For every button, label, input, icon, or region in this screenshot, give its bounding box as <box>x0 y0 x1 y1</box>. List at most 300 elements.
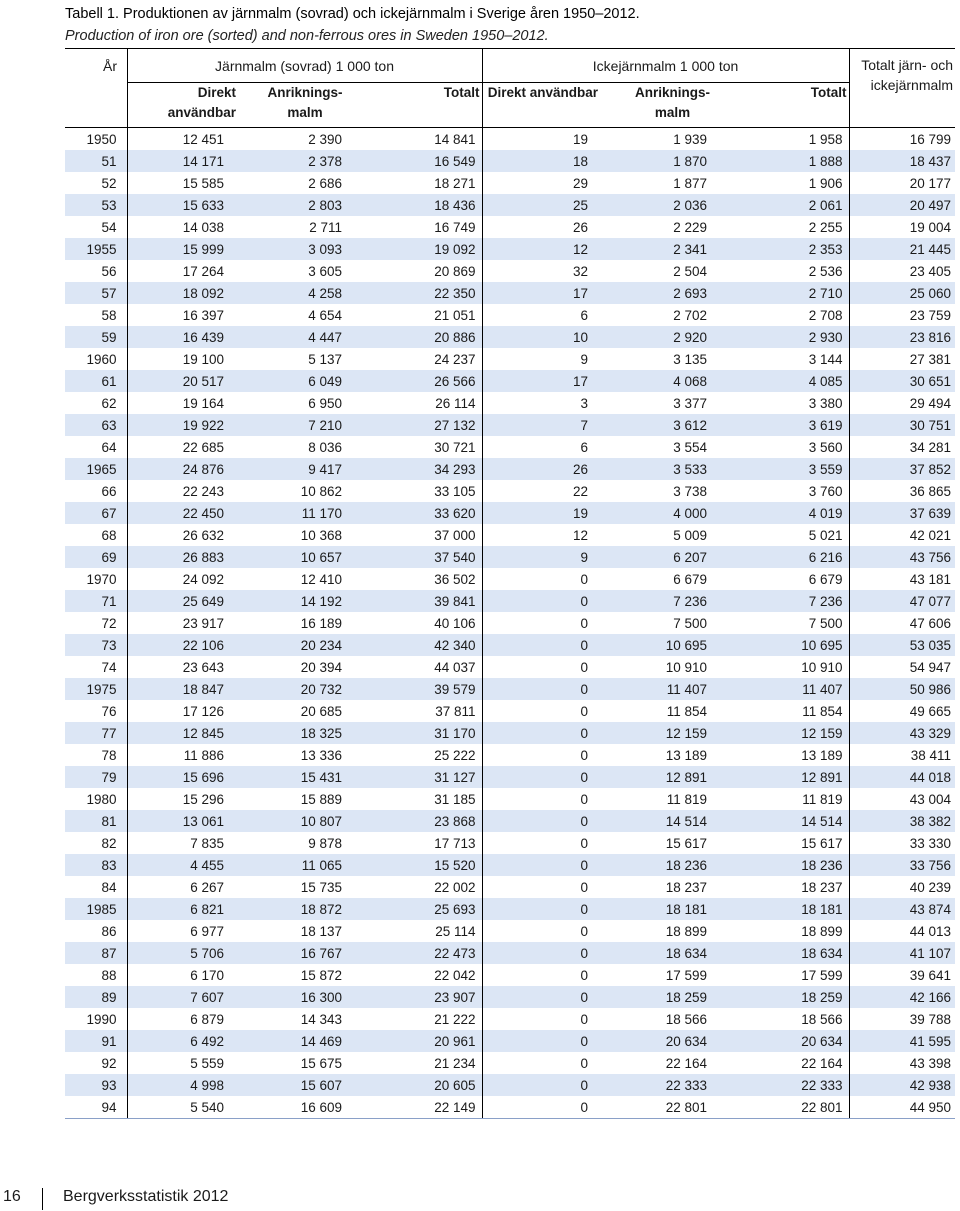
iron-total-header: Totalt <box>443 85 480 100</box>
iron-concentrate-cell: 12 410 <box>300 571 342 587</box>
nonferrous-total-cell: 10 695 <box>729 634 849 656</box>
grand-total-cell: 37 852 <box>849 458 955 480</box>
nonferrous-concentrate-cell: 11 854 <box>666 703 708 719</box>
iron-concentrate-cell: 9 878 <box>308 835 342 851</box>
iron-concentrate-cell: 5 137 <box>308 351 342 367</box>
year-cell: 53 <box>65 194 127 216</box>
nonferrous-direct-cell: 32 <box>482 260 616 282</box>
iron-concentrate-cell: 8 036 <box>308 439 342 455</box>
nonferrous-direct-cell: 19 <box>482 502 616 524</box>
nonferrous-direct-header: Direkt användbar <box>482 83 616 128</box>
nonferrous-concentrate-cell: 2 036 <box>616 194 729 216</box>
year-cell: 81 <box>65 810 127 832</box>
nonferrous-group-header: Ickejärnmalm 1 000 ton <box>482 49 849 83</box>
caption-swedish: Tabell 1. Produktionen av järnmalm (sovrad) och ickejärnmalm i Sverige åren 1950–2012. <box>65 6 640 22</box>
iron-direct-cell: 18 847 <box>127 678 246 700</box>
iron-direct-cell: 26 632 <box>127 524 246 546</box>
iron-concentrate-cell: 2 711 <box>309 219 342 235</box>
nonferrous-direct-cell: 17 <box>482 370 616 392</box>
iron-concentrate-cell: 20 394 <box>300 659 342 675</box>
iron-concentrate-cell: 20 685 <box>300 703 342 719</box>
nonferrous-direct-cell: 0 <box>482 766 616 788</box>
year-cell: 88 <box>101 967 117 983</box>
nonferrous-concentrate-cell: 20 634 <box>616 1030 729 1052</box>
iron-direct-cell: 25 649 <box>127 590 246 612</box>
grand-total-cell: 34 281 <box>849 436 955 458</box>
table-row <box>65 194 955 216</box>
grand-total-cell: 41 107 <box>849 942 955 964</box>
table-row <box>65 656 955 678</box>
iron-total-cell: 34 293 <box>364 458 482 480</box>
year-cell: 59 <box>65 326 127 348</box>
iron-total-cell: 40 106 <box>434 615 476 631</box>
iron-direct-cell: 6 170 <box>127 964 246 986</box>
nonferrous-total-cell: 10 910 <box>801 659 843 675</box>
iron-total-cell: 18 436 <box>364 194 482 216</box>
grand-total-cell: 16 799 <box>849 128 955 151</box>
iron-direct-cell: 4 455 <box>127 854 246 876</box>
iron-concentrate-cell: 6 950 <box>308 395 342 411</box>
nonferrous-concentrate-cell: 17 599 <box>665 967 708 983</box>
nonferrous-concentrate-cell: 12 159 <box>616 722 729 744</box>
iron-direct-cell: 19 164 <box>127 392 246 414</box>
iron-concentrate-cell: 10 807 <box>246 810 364 832</box>
nonferrous-concentrate-cell: 22 333 <box>616 1074 729 1096</box>
page-number: 16 <box>3 1188 21 1205</box>
table-row <box>65 480 955 502</box>
nonferrous-concentrate-cell: 3 612 <box>616 414 729 436</box>
table-body <box>65 128 955 1119</box>
iron-direct-cell: 24 092 <box>127 568 246 590</box>
caption-english: Production of iron ore (sorted) and non-ferrous ores in Sweden 1950–2012. <box>65 28 549 44</box>
grand-total-cell: 43 874 <box>849 898 955 920</box>
grand-total-cell: 27 381 <box>849 348 955 370</box>
iron-total-cell: 33 105 <box>434 483 476 499</box>
nonferrous-concentrate-cell: 13 189 <box>665 747 708 763</box>
nonferrous-total-cell: 4 085 <box>729 370 849 392</box>
nonferrous-concentrate-cell: 3 533 <box>616 458 729 480</box>
nonferrous-direct-cell: 0 <box>482 1008 616 1030</box>
nonferrous-direct-cell: 0 <box>482 876 616 898</box>
grand-total-cell: 44 950 <box>849 1096 955 1119</box>
table-row <box>65 1074 955 1096</box>
nonferrous-total-cell: 6 679 <box>808 571 843 587</box>
table-row <box>65 216 955 238</box>
table-row <box>65 414 955 436</box>
iron-concentrate-cell: 18 872 <box>246 898 364 920</box>
iron-total-cell: 20 869 <box>434 263 476 279</box>
nonferrous-total-cell: 7 500 <box>808 615 843 631</box>
year-cell: 82 <box>101 835 117 851</box>
nonferrous-direct-cell: 0 <box>482 1052 616 1074</box>
year-cell: 63 <box>65 414 127 436</box>
iron-total-cell: 39 841 <box>364 590 482 612</box>
iron-concentrate-cell: 20 234 <box>246 634 364 656</box>
iron-direct-cell: 11 886 <box>127 744 246 766</box>
nonferrous-direct-cell: 0 <box>482 744 616 766</box>
iron-direct-cell: 6 492 <box>127 1030 246 1052</box>
nonferrous-total-cell: 3 559 <box>729 458 849 480</box>
nonferrous-concentrate-cell: 18 566 <box>665 1011 708 1027</box>
year-cell: 93 <box>65 1074 127 1096</box>
iron-total-cell: 22 002 <box>434 879 476 895</box>
iron-concentrate-cell: 15 607 <box>246 1074 364 1096</box>
nonferrous-total-cell: 6 216 <box>729 546 849 568</box>
year-cell: 84 <box>101 879 117 895</box>
table-row <box>65 260 955 282</box>
table-row <box>65 172 955 194</box>
iron-direct-cell: 15 696 <box>127 766 246 788</box>
nonferrous-concentrate-cell: 3 738 <box>673 483 708 499</box>
nonferrous-total-cell: 3 619 <box>729 414 849 436</box>
grand-total-cell: 41 595 <box>849 1030 955 1052</box>
nonferrous-concentrate-header: Anriknings- malm <box>635 85 711 120</box>
year-cell: 87 <box>65 942 127 964</box>
grand-total-cell: 42 166 <box>849 986 955 1008</box>
nonferrous-concentrate-cell: 18 237 <box>665 879 708 895</box>
nonferrous-direct-cell: 6 <box>482 304 616 326</box>
iron-direct-cell: 17 264 <box>127 260 246 282</box>
grand-total-cell: 43 756 <box>849 546 955 568</box>
table-row <box>65 766 955 788</box>
iron-total-cell: 21 234 <box>434 1055 476 1071</box>
iron-direct-cell: 22 450 <box>127 502 246 524</box>
iron-total-cell: 14 841 <box>434 131 476 147</box>
year-cell: 1950 <box>86 131 117 147</box>
year-cell: 57 <box>65 282 127 304</box>
table-row <box>65 150 955 172</box>
nonferrous-concentrate-cell: 10 695 <box>616 634 729 656</box>
nonferrous-total-cell: 18 634 <box>729 942 849 964</box>
table-row <box>65 326 955 348</box>
iron-total-cell: 23 907 <box>364 986 482 1008</box>
grand-total-cell: 18 437 <box>849 150 955 172</box>
nonferrous-total-cell: 11 407 <box>729 678 849 700</box>
nonferrous-concentrate-cell: 14 514 <box>616 810 729 832</box>
nonferrous-total-cell: 15 617 <box>801 835 843 851</box>
grand-total-cell: 43 004 <box>849 788 955 810</box>
table-row <box>65 524 955 546</box>
table-row <box>65 898 955 920</box>
nonferrous-total-cell: 12 891 <box>729 766 849 788</box>
grand-total-cell: 19 004 <box>849 216 955 238</box>
iron-concentrate-cell: 15 431 <box>246 766 364 788</box>
nonferrous-total-cell: 3 380 <box>808 395 843 411</box>
nonferrous-direct-cell: 29 <box>482 172 616 194</box>
nonferrous-concentrate-cell: 6 679 <box>673 571 708 587</box>
iron-concentrate-cell: 16 189 <box>300 615 342 631</box>
nonferrous-direct-cell: 0 <box>482 568 616 590</box>
year-cell: 64 <box>101 439 117 455</box>
grand-total-cell: 23 405 <box>849 260 955 282</box>
iron-direct-cell: 22 243 <box>127 480 246 502</box>
nonferrous-direct-cell: 0 <box>482 788 616 810</box>
iron-concentrate-header: Anriknings- malm <box>267 85 343 120</box>
iron-total-cell: 20 605 <box>364 1074 482 1096</box>
nonferrous-total-cell: 12 159 <box>729 722 849 744</box>
year-cell: 68 <box>101 527 117 543</box>
iron-concentrate-cell: 11 170 <box>246 502 364 524</box>
nonferrous-total-cell: 14 514 <box>729 810 849 832</box>
table-row <box>65 612 955 634</box>
year-cell: 69 <box>65 546 127 568</box>
grand-total-cell: 43 181 <box>849 568 955 590</box>
table-row <box>65 1030 955 1052</box>
nonferrous-direct-cell: 10 <box>482 326 616 348</box>
iron-total-cell: 33 620 <box>364 502 482 524</box>
nonferrous-direct-cell: 25 <box>482 194 616 216</box>
nonferrous-concentrate-cell: 18 634 <box>616 942 729 964</box>
iron-direct-cell: 5 706 <box>127 942 246 964</box>
nonferrous-concentrate-cell: 2 341 <box>616 238 729 260</box>
publication-title: Bergverksstatistik 2012 <box>63 1188 229 1205</box>
iron-concentrate-cell: 6 049 <box>246 370 364 392</box>
iron-direct-cell: 5 559 <box>127 1052 246 1074</box>
iron-total-cell: 36 502 <box>434 571 476 587</box>
nonferrous-concentrate-cell: 11 819 <box>666 791 708 807</box>
nonferrous-direct-cell: 0 <box>482 722 616 744</box>
table-row <box>65 304 955 326</box>
nonferrous-total-cell: 2 061 <box>729 194 849 216</box>
year-cell: 74 <box>101 659 117 675</box>
page-footer <box>0 1188 960 1210</box>
nonferrous-direct-cell: 0 <box>482 1030 616 1052</box>
year-cell: 94 <box>65 1096 127 1119</box>
grand-total-cell: 53 035 <box>849 634 955 656</box>
iron-concentrate-cell: 18 325 <box>246 722 364 744</box>
iron-direct-cell: 18 092 <box>127 282 246 304</box>
year-cell: 77 <box>65 722 127 744</box>
year-cell: 62 <box>101 395 117 411</box>
year-cell: 76 <box>101 703 117 719</box>
iron-direct-cell: 15 633 <box>127 194 246 216</box>
year-cell: 1960 <box>86 351 117 367</box>
table-row <box>65 854 955 876</box>
nonferrous-total-cell: 20 634 <box>729 1030 849 1052</box>
nonferrous-direct-cell: 19 <box>482 128 616 151</box>
nonferrous-direct-cell: 0 <box>482 678 616 700</box>
nonferrous-total-cell: 2 710 <box>729 282 849 304</box>
table-row <box>65 502 955 524</box>
table-row <box>65 832 955 854</box>
year-cell: 71 <box>65 590 127 612</box>
nonferrous-direct-cell: 17 <box>482 282 616 304</box>
iron-total-cell: 26 114 <box>435 395 476 411</box>
table-row <box>65 436 955 458</box>
year-cell: 92 <box>101 1055 117 1071</box>
table-row <box>65 964 955 986</box>
grand-total-cell: 50 986 <box>849 678 955 700</box>
grand-total-cell: 23 816 <box>849 326 955 348</box>
table-row <box>65 920 955 942</box>
iron-total-cell: 21 222 <box>434 1011 476 1027</box>
nonferrous-total-cell: 3 144 <box>808 351 843 367</box>
year-cell: 83 <box>65 854 127 876</box>
table-row <box>65 788 955 810</box>
iron-direct-cell: 26 883 <box>127 546 246 568</box>
nonferrous-concentrate-cell: 7 500 <box>673 615 708 631</box>
nonferrous-direct-cell: 26 <box>482 216 616 238</box>
nonferrous-concentrate-cell: 18 181 <box>616 898 729 920</box>
table-row <box>65 370 955 392</box>
grand-total-cell: 38 382 <box>849 810 955 832</box>
iron-concentrate-cell: 10 368 <box>300 527 342 543</box>
nonferrous-direct-cell: 0 <box>482 634 616 656</box>
grand-total-cell: 25 060 <box>849 282 955 304</box>
iron-direct-cell: 7 607 <box>127 986 246 1008</box>
nonferrous-total-cell: 2 930 <box>729 326 849 348</box>
table-row <box>65 876 955 898</box>
iron-concentrate-cell: 3 093 <box>246 238 364 260</box>
nonferrous-concentrate-cell: 4 068 <box>616 370 729 392</box>
iron-direct-cell: 15 585 <box>127 172 246 194</box>
iron-direct-cell: 6 267 <box>127 876 246 898</box>
iron-total-cell: 39 579 <box>364 678 482 700</box>
nonferrous-direct-cell: 18 <box>482 150 616 172</box>
nonferrous-direct-cell: 0 <box>482 1074 616 1096</box>
iron-total-cell: 26 566 <box>364 370 482 392</box>
grand-total-cell: 33 756 <box>849 854 955 876</box>
nonferrous-direct-cell: 9 <box>482 546 616 568</box>
iron-total-cell: 16 749 <box>434 219 476 235</box>
grand-total-cell: 44 013 <box>849 920 955 942</box>
nonferrous-direct-cell: 0 <box>482 700 616 722</box>
nonferrous-direct-cell: 12 <box>482 238 616 260</box>
iron-total-cell: 15 520 <box>364 854 482 876</box>
grand-total-cell: 43 329 <box>849 722 955 744</box>
nonferrous-concentrate-cell: 1 939 <box>673 131 708 147</box>
iron-direct-cell: 16 439 <box>127 326 246 348</box>
grand-total-cell: 42 938 <box>849 1074 955 1096</box>
year-cell: 91 <box>65 1030 127 1052</box>
year-cell: 1985 <box>65 898 127 920</box>
nonferrous-concentrate-cell: 1 870 <box>616 150 729 172</box>
year-cell: 86 <box>101 923 117 939</box>
iron-total-cell: 25 114 <box>435 923 476 939</box>
nonferrous-direct-cell: 22 <box>482 480 616 502</box>
nonferrous-concentrate-cell: 18 899 <box>665 923 708 939</box>
grand-total-cell: 39 788 <box>849 1008 955 1030</box>
nonferrous-concentrate-cell: 18 236 <box>616 854 729 876</box>
iron-total-cell: 18 271 <box>434 175 476 191</box>
iron-concentrate-cell: 16 300 <box>246 986 364 1008</box>
table-row <box>65 1052 955 1074</box>
iron-concentrate-cell: 14 192 <box>246 590 364 612</box>
iron-direct-cell: 14 171 <box>127 150 246 172</box>
year-cell: 73 <box>65 634 127 656</box>
nonferrous-total-cell: 18 237 <box>801 879 843 895</box>
nonferrous-concentrate-cell: 2 693 <box>616 282 729 304</box>
iron-total-cell: 25 222 <box>434 747 476 763</box>
table-row <box>65 810 955 832</box>
iron-concentrate-cell: 15 735 <box>300 879 342 895</box>
table-row <box>65 722 955 744</box>
iron-concentrate-cell: 3 605 <box>308 263 342 279</box>
table-row <box>65 700 955 722</box>
iron-total-cell: 16 549 <box>364 150 482 172</box>
nonferrous-concentrate-cell: 2 504 <box>673 263 708 279</box>
nonferrous-concentrate-cell: 2 920 <box>616 326 729 348</box>
table-row <box>65 942 955 964</box>
grand-total-cell: 33 330 <box>849 832 955 854</box>
nonferrous-direct-cell: 7 <box>482 414 616 436</box>
grand-total-cell: 20 497 <box>849 194 955 216</box>
iron-concentrate-cell: 10 862 <box>300 483 342 499</box>
iron-total-cell: 42 340 <box>364 634 482 656</box>
iron-concentrate-cell: 7 210 <box>246 414 364 436</box>
table-row <box>65 348 955 370</box>
nonferrous-concentrate-cell: 3 554 <box>673 439 708 455</box>
table-row <box>65 634 955 656</box>
iron-direct-cell: 4 998 <box>127 1074 246 1096</box>
year-cell: 1970 <box>86 571 117 587</box>
nonferrous-total-cell: 22 801 <box>729 1096 849 1119</box>
nonferrous-total-cell: 4 019 <box>729 502 849 524</box>
iron-total-cell: 27 132 <box>364 414 482 436</box>
iron-direct-cell: 19 922 <box>127 414 246 436</box>
nonferrous-total-header: Totalt <box>810 85 847 100</box>
grand-total-cell: 29 494 <box>849 392 955 414</box>
iron-concentrate-cell: 11 065 <box>246 854 364 876</box>
nonferrous-total-cell: 11 819 <box>802 791 843 807</box>
nonferrous-total-cell: 2 708 <box>808 307 843 323</box>
nonferrous-concentrate-cell: 2 702 <box>673 307 708 323</box>
iron-total-cell: 37 540 <box>364 546 482 568</box>
iron-direct-cell: 24 876 <box>127 458 246 480</box>
table-row <box>65 238 955 260</box>
nonferrous-total-cell: 18 566 <box>801 1011 843 1027</box>
nonferrous-concentrate-cell: 18 259 <box>616 986 729 1008</box>
iron-direct-cell: 6 977 <box>127 920 246 942</box>
nonferrous-direct-cell: 0 <box>482 986 616 1008</box>
nonferrous-concentrate-cell: 5 009 <box>673 527 708 543</box>
iron-direct-cell: 19 100 <box>127 348 246 370</box>
nonferrous-concentrate-cell: 12 891 <box>616 766 729 788</box>
iron-total-cell: 22 350 <box>364 282 482 304</box>
iron-direct-cell: 23 917 <box>127 612 246 634</box>
iron-direct-cell: 14 038 <box>127 216 246 238</box>
footer-divider <box>42 1188 43 1210</box>
year-cell: 79 <box>65 766 127 788</box>
iron-concentrate-cell: 15 889 <box>300 791 342 807</box>
iron-concentrate-cell: 2 378 <box>246 150 364 172</box>
iron-ore-group-header: Järnmalm (sovrad) 1 000 ton <box>127 49 482 83</box>
iron-concentrate-cell: 2 803 <box>246 194 364 216</box>
iron-direct-cell: 15 999 <box>127 238 246 260</box>
year-cell: 1975 <box>65 678 127 700</box>
year-cell: 56 <box>101 263 117 279</box>
iron-direct-cell: 6 821 <box>127 898 246 920</box>
iron-total-cell: 31 170 <box>364 722 482 744</box>
iron-total-cell: 44 037 <box>434 659 476 675</box>
iron-concentrate-cell: 18 137 <box>300 923 342 939</box>
grand-total-cell: 37 639 <box>849 502 955 524</box>
grand-total-cell: 49 665 <box>849 700 955 722</box>
iron-direct-cell: 17 126 <box>127 700 246 722</box>
iron-concentrate-cell: 10 657 <box>246 546 364 568</box>
iron-direct-cell: 15 296 <box>127 788 246 810</box>
nonferrous-direct-cell: 3 <box>482 392 616 414</box>
iron-concentrate-cell: 9 417 <box>246 458 364 480</box>
grand-total-cell: 54 947 <box>849 656 955 678</box>
nonferrous-concentrate-cell: 22 164 <box>665 1055 708 1071</box>
nonferrous-total-cell: 22 164 <box>801 1055 843 1071</box>
grand-total-cell: 40 239 <box>849 876 955 898</box>
table-row <box>65 282 955 304</box>
table-row <box>65 1008 955 1030</box>
iron-concentrate-cell: 4 654 <box>308 307 342 323</box>
year-cell: 1965 <box>65 458 127 480</box>
